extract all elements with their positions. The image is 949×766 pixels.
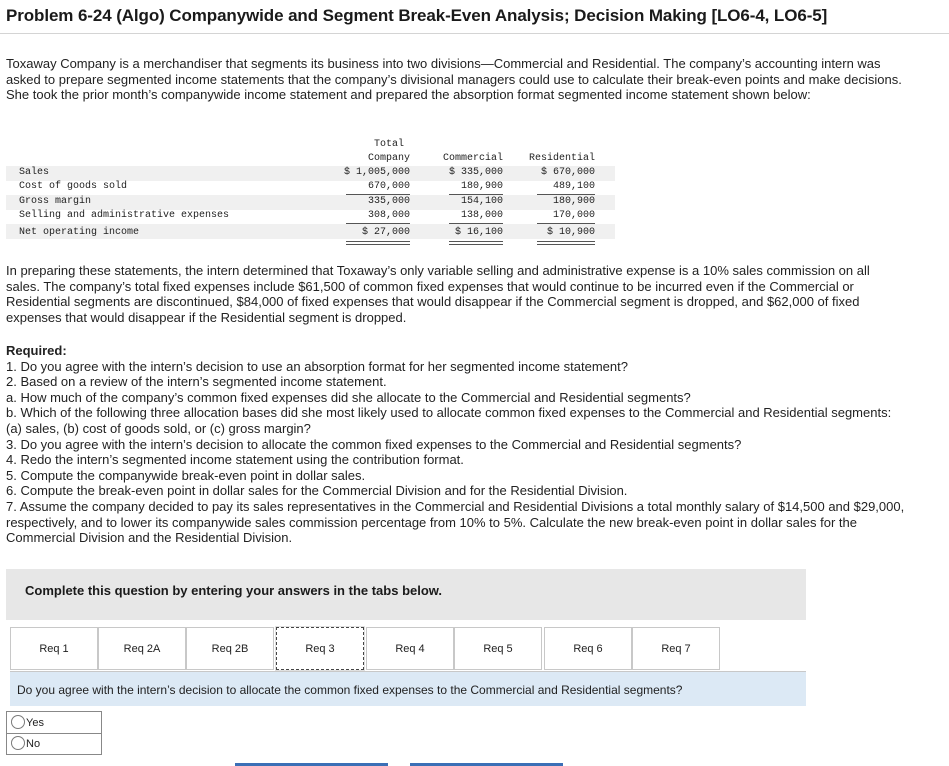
cell-value: $ 670,000 — [540, 167, 595, 178]
required-item: b. Which of the following three allocation bases did she most likely used to allocate common fixed expenses to the Commercial and Residential segments: (a) sales, (b) cost of goods sold, or (c) gross margin? — [6, 405, 892, 436]
question-panel — [10, 671, 806, 706]
row-label-selling-admin: Selling and administrative expenses — [19, 210, 230, 221]
double-underline — [346, 241, 410, 242]
cell-value: 170,000 — [552, 210, 595, 221]
cell-value: 670,000 — [367, 181, 410, 192]
cell-value: 154,100 — [460, 196, 503, 207]
tab-req-3[interactable]: Req 3 — [276, 627, 364, 670]
title-divider — [0, 33, 949, 34]
row-label-net-operating-income: Net operating income — [19, 227, 140, 238]
row-label-cogs: Cost of goods sold — [19, 181, 128, 192]
required-item: 3. Do you agree with the intern’s decision to allocate the common fixed expenses to the Commercial and Residential segments? — [6, 436, 742, 452]
tab-req-1[interactable]: Req 1 — [10, 627, 98, 670]
cell-value: 308,000 — [367, 210, 410, 221]
question-prompt: Do you agree with the intern’s decision to allocate the common fixed expenses to the Commercial and Residential segments? — [17, 683, 683, 697]
option-no[interactable] — [11, 734, 99, 754]
cell-value: 489,100 — [552, 181, 595, 192]
intro-paragraph: Toxaway Company is a merchandiser that segments its business into two divisions—Commercial and Residential. The company’s accounting intern was asked to prepare segmented income statements that the company’s divisional managers could use to calculate their break-even points and make decisions. She took the prior month’s companywide income statement and prepared the absorption format segmented income statement shown below: — [6, 56, 902, 103]
double-underline — [537, 241, 595, 242]
instruction-text: Complete this question by entering your answers in the tabs below. — [25, 583, 443, 598]
tab-req-2a[interactable]: Req 2A — [98, 627, 186, 670]
page-title: Problem 6-24 (Algo) Companywide and Segment Break-Even Analysis; Decision Making [LO6-4, LO6-5] — [6, 6, 828, 25]
tab-req-7[interactable]: Req 7 — [632, 627, 720, 670]
underline — [449, 223, 503, 224]
header-commercial: Commercial — [442, 153, 503, 164]
option-yes[interactable] — [11, 713, 99, 733]
instruction-box — [6, 569, 806, 620]
underline — [346, 223, 410, 224]
required-item: 6. Compute the break-even point in dollar sales for the Commercial Division and for the Residential Division. — [6, 483, 628, 499]
double-underline — [449, 244, 503, 245]
tab-req-5[interactable]: Req 5 — [454, 627, 542, 670]
tab-req-4[interactable]: Req 4 — [366, 627, 454, 670]
radio-button-icon[interactable] — [11, 715, 25, 729]
income-statement-table — [6, 138, 615, 246]
required-section — [6, 343, 906, 546]
required-item: 5. Compute the companywide break-even point in dollar sales. — [6, 467, 366, 483]
cell-value: 180,900 — [552, 196, 595, 207]
underline — [537, 223, 595, 224]
cell-value: $ 27,000 — [361, 227, 410, 238]
intern-note-paragraph: In preparing these statements, the intern determined that Toxaway’s only variable selling and administrative expense is a 10% sales commission on all sales. The company’s total fixed expenses include $61,500 of common fixed expenses that would continue to be incurred even if the Commercial or Residential segments are discontinued, $84,000 of fixed expenses that would disappear if the Commercial segment is dropped, and $62,000 of fixed expenses that would disappear if the Residential segment is dropped. — [6, 263, 870, 325]
required-item: 1. Do you agree with the intern’s decision to use an absorption format for her segmented income statement? — [6, 358, 628, 374]
required-item: 7. Assume the company decided to pay its sales representatives in the Commercial and Residential Divisions a total monthly salary of $14,500 and $29,000, respectively, and to lower its companywide sales commission percentage from 10% to 5%. Calculate the new break-even point in dollar sales for the Commercial Division and the Residential Division. — [6, 498, 905, 546]
option-no-label: No — [26, 738, 41, 750]
required-item: 2. Based on a review of the intern’s segmented income statement. — [6, 374, 387, 390]
cell-value: $ 16,100 — [454, 227, 503, 238]
cell-value: $ 10,900 — [546, 227, 595, 238]
required-item: 4. Redo the intern’s segmented income statement using the contribution format. — [6, 452, 464, 468]
tab-req-6[interactable]: Req 6 — [544, 627, 632, 670]
row-band — [6, 195, 615, 210]
row-label-gross-margin: Gross margin — [19, 196, 92, 207]
cell-value: 138,000 — [460, 210, 503, 221]
double-underline — [537, 244, 595, 245]
option-yes-label: Yes — [26, 717, 44, 729]
cell-value: $ 335,000 — [448, 167, 503, 178]
row-label-sales: Sales — [19, 167, 50, 178]
answer-options — [6, 711, 102, 755]
cell-value: 335,000 — [367, 196, 410, 207]
row-band — [6, 166, 615, 181]
header-residential: Residential — [528, 153, 595, 164]
radio-button-icon[interactable] — [11, 736, 25, 750]
double-underline — [449, 241, 503, 242]
tab-req-2b[interactable]: Req 2B — [186, 627, 274, 670]
cell-value: $ 1,005,000 — [343, 167, 410, 178]
required-item: a. How much of the company’s common fixed expenses did she allocate to the Commercial and Residential segments? — [6, 389, 691, 405]
header-total-company: Total Company — [367, 139, 410, 164]
cell-value: 180,900 — [460, 181, 503, 192]
double-underline — [346, 244, 410, 245]
required-heading: Required: — [6, 343, 67, 358]
